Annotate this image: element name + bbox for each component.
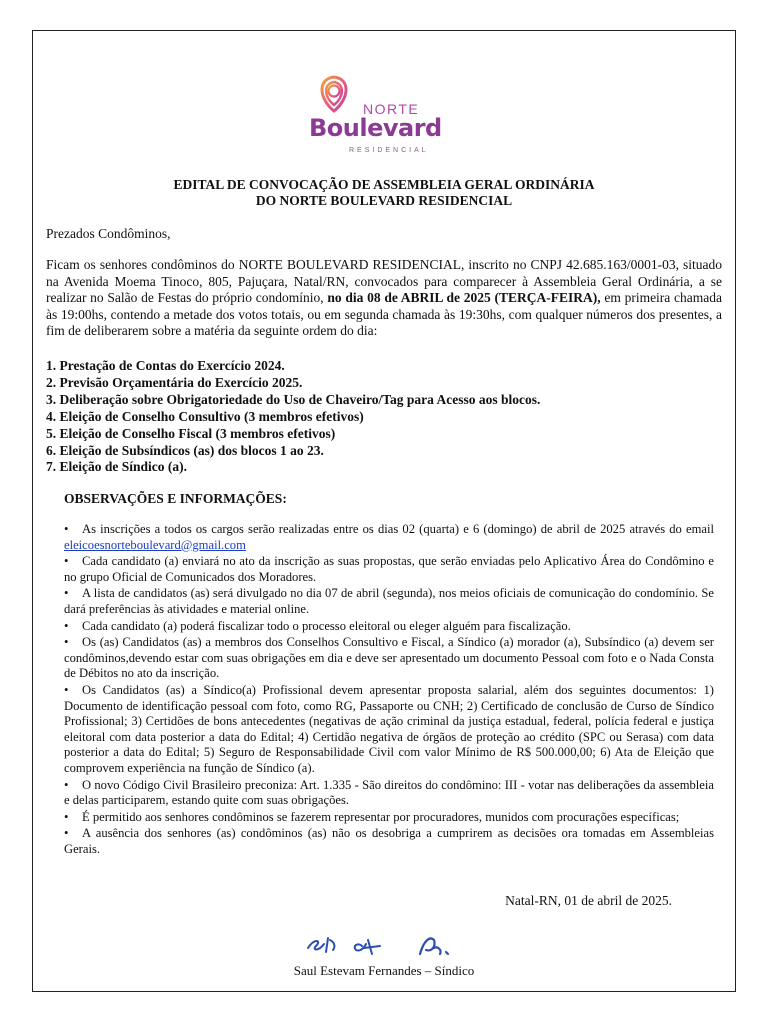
list-item-text: A lista de candidatos (as) será divulgado no dia 07 de abril (segunda), nos meios oficiais de comunicação do condomínio. Se dará preferências às atividades e material online.: [64, 586, 714, 616]
assembly-date: no dia 08 de ABRIL de 2025 (TERÇA-FEIRA),: [327, 290, 601, 305]
list-item: [64, 810, 714, 826]
place-and-date: Natal-RN, 01 de abril de 2025.: [505, 893, 672, 908]
list-item: [64, 778, 714, 809]
registration-text: As inscrições a todos os cargos serão realizadas entre os dias 02 (quarta) e 6 (domingo) de abril de 2025 através do email: [82, 522, 714, 536]
intro-paragraph: [46, 257, 722, 340]
list-item-text: Cada candidato (a) enviará no ato da inscrição as suas propostas, que serão enviadas pelo Aplicativo Área do Condômino e no grupo Oficial de Comunicados dos Moradores.: [64, 554, 714, 584]
list-item: [64, 683, 714, 777]
agenda-item: 4. Eleição de Conselho Consultivo (3 membros efetivos): [46, 409, 364, 424]
agenda-item: 6. Eleição de Subsíndicos (as) dos blocos 1 ao 23.: [46, 443, 324, 458]
greeting: Prezados Condôminos,: [46, 226, 171, 241]
observations-heading: OBSERVAÇÕES E INFORMAÇÕES:: [64, 491, 287, 506]
intro-text-part1: Ficam os senhores condôminos do NORTE BOULEVARD RESIDENCIAL, inscrito no CNPJ 42.685.163/0001-03, situado na Avenida Moema Tinoco, 805, Pajuçara, Natal/RN, convocados para comparecer à Assembleia Geral Ordinária, a se realizar no Salão de Festas do próprio condomínio,: [46, 257, 722, 305]
bullet-icon: •: [64, 586, 69, 601]
signer-name: Saul Estevam Fernandes – Síndico: [293, 963, 475, 978]
observations-list: [64, 522, 714, 858]
document-title-line1: EDITAL DE CONVOCAÇÃO DE ASSEMBLEIA GERAL ORDINÁRIA: [173, 177, 595, 192]
agenda-item: 5. Eleição de Conselho Fiscal (3 membros efetivos): [46, 426, 336, 441]
list-item: [64, 554, 714, 585]
bullet-icon: •: [64, 635, 69, 650]
bullet-icon: •: [64, 826, 69, 841]
agenda-item: 2. Previsão Orçamentária do Exercício 2025.: [46, 375, 303, 390]
email-link[interactable]: eleicoesnorteboulevard@gmail.com: [64, 537, 246, 552]
handwritten-signature: [300, 930, 470, 960]
logo-residencial-text: RESIDENCIAL: [349, 147, 429, 154]
bullet-icon: •: [64, 618, 69, 633]
logo-boulevard-text: Boulevard: [309, 114, 442, 142]
list-item-text: Os Candidatos (as) a Síndico(a) Profissional devem apresentar proposta salarial, além dos seguintes documentos: 1) Documento de identificação pessoal com foto, como RG, Passaporte ou CNH; 2) Certificado de conclusão de Curso de Síndico Profissional; 3) Certidões de bons antecedentes (negativas de ação criminal da justiça estadual, federal, polícia federal e justiça eleitoral com data posterior a data do Edital; 4) Certidão negativa de órgãos de proteção ao crédito (SPC ou Serasa) com data posterior a data do Edital; 5) Seguro de Responsabilidade Civil com valor Mínimo de R$ 500.000,00; 6) Ata de Eleição que comprovem experiência na função de Síndico (a).: [64, 682, 714, 775]
bullet-icon: •: [64, 682, 69, 697]
list-item-text: O novo Código Civil Brasileiro preconiza: Art. 1.335 - São direitos do condômino: III - votar nas deliberações da assembleia e delas participarem, estando quite com suas obrigações.: [64, 777, 714, 808]
condominium-logo: [305, 75, 455, 163]
list-item-text: Os (as) Candidatos (as) a membros dos Conselhos Consultivo e Fiscal, a Síndico (a) morador (a), Subsíndico (a) devem ser condôminos,devendo estar com suas obrigações em dia e deve ser apresentado um documento Pessoal com foto e o Nada Consta de Débitos no ato da inscrição.: [64, 635, 714, 681]
list-item-text: Cada candidato (a) poderá fiscalizar todo o processo eleitoral ou eleger alguém para fiscalização.: [82, 618, 571, 633]
list-item: [64, 619, 714, 635]
logo-norte-text: NORTE: [363, 101, 420, 117]
list-item: [64, 635, 714, 682]
bullet-icon: •: [64, 522, 69, 536]
document-title-line2: DO NORTE BOULEVARD RESIDENCIAL: [255, 193, 513, 208]
bullet-icon: •: [64, 777, 69, 792]
list-item-text: A ausência dos senhores (as) condôminos (as) não os desobriga a cumprirem as decisões ora tomadas em Assembleias Gerais.: [64, 826, 714, 856]
intro-text-part2: em primeira chamada às 19:00hs, contendo a metade dos votos totais, ou em segunda chamada às 19:30hs, com qualquer números dos presentes, a fim de deliberarem sobre a matéria da seguinte ordem do dia:: [46, 290, 722, 338]
list-item-text: É permitido aos senhores condôminos se fazerem representar por procuradores, munidos com procurações específicas;: [82, 809, 680, 824]
agenda-item: 7. Eleição de Síndico (a).: [46, 459, 187, 474]
bullet-icon: •: [64, 554, 69, 569]
agenda-item: 1. Prestação de Contas do Exercício 2024.: [46, 358, 285, 373]
agenda-item: 3. Deliberação sobre Obrigatoriedade do Uso de Chaveiro/Tag para Acesso aos blocos.: [46, 392, 541, 407]
list-item: [64, 586, 714, 617]
bullet-icon: •: [64, 809, 69, 824]
list-item: [64, 522, 714, 553]
list-item: [64, 826, 714, 857]
